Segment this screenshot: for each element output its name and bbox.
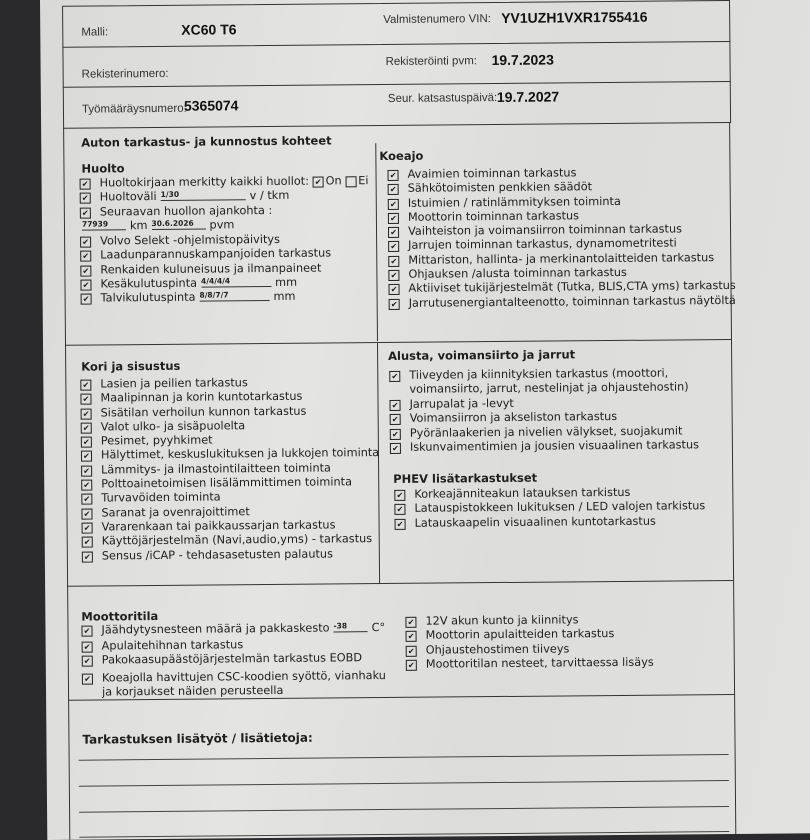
checklist-item [81, 447, 379, 464]
item-label: Sisätilan verhoilun kunnon tarkastus [100, 404, 307, 420]
checkbox[interactable]: ✔ [81, 294, 92, 305]
checkbox[interactable]: ✔ [80, 280, 91, 291]
checkbox[interactable]: ✔ [80, 394, 91, 405]
order-number-value: 5365074 [183, 97, 239, 114]
checkbox[interactable]: ✔ [388, 270, 399, 281]
item-label: Käyttöjärjestelmän (Navi,audio,yms) - tarkastus [101, 532, 373, 548]
item-label-line1: Koeajolla havittujen CSC-koodien syöttö, vianhaku [101, 669, 386, 685]
item-label: Pakokaasupäästöjärjestelmän tarkastus EOBD [101, 651, 363, 667]
header-row-2 [62, 41, 730, 88]
huolto-items [80, 232, 331, 277]
moottoritila-left [81, 621, 385, 638]
item-label: Lämmitys- ja ilmastointilaitteen toiminta [101, 461, 331, 477]
item-label: Huoltokirjaan merkitty kaikki huollot: [99, 174, 310, 190]
item-label: Mittariston, hallinta- ja merkinantolaitteiden tarkastus [408, 250, 715, 267]
item-label: Apulaitehihnan tarkastus [101, 638, 244, 653]
inspection-form [40, 0, 810, 840]
coolant-item [81, 621, 385, 638]
checkbox[interactable]: ✔ [80, 193, 91, 204]
on-label: On [325, 174, 342, 188]
checkbox[interactable]: ✔ [81, 408, 92, 419]
item-label: Maalipinnan ja korin kuntotarkastus [100, 390, 303, 405]
frame-left [63, 128, 70, 840]
checkbox[interactable]: ✔ [80, 265, 91, 276]
item-label-line2: voimansiirto, jarrut, nestelinjat ja ohjaustehostin) [409, 380, 689, 397]
checkbox[interactable]: ✔ [81, 480, 92, 491]
next-km-value: 77939 [82, 219, 126, 230]
header-row-1 [62, 0, 730, 48]
huolto-next-values [80, 217, 369, 234]
alusta-list [389, 395, 699, 455]
moottoritila-left-list [82, 637, 363, 668]
header-row-3 [63, 82, 731, 129]
checkbox[interactable]: ✔ [406, 660, 417, 671]
order-number-label: Työmääräysnumero: [81, 102, 187, 116]
checkbox[interactable]: ✔ [406, 645, 417, 656]
ei-checkbox[interactable] [345, 176, 356, 187]
item-label: Valot ulko- ja sisäpuolelta [100, 419, 246, 434]
checkbox[interactable]: ✔ [388, 284, 399, 295]
item-label: Moottoritilan nesteet, tarvittaessa lisäys [425, 655, 654, 671]
date-unit: pvm [209, 218, 235, 232]
moottoritila-right-list [405, 613, 653, 672]
reg-date-value: 19.7.2023 [491, 51, 554, 69]
checkbox[interactable]: ✔ [388, 213, 399, 224]
item-label: 12V akun kunto ja kiinnitys [425, 613, 579, 628]
item-label: Renkaiden kuluneisuus ja ilmanpaineet [100, 261, 322, 277]
winter-tread-value: 8/8/7/7 [199, 290, 269, 302]
divider [67, 580, 733, 587]
checkbox[interactable]: ✔ [405, 617, 416, 628]
item-label-line1: Tiiveyden ja kiinnityksien tarkastus (moottori, [409, 366, 669, 382]
item-label: Jarrutusenergiantalteenotto, toiminnan tarkastus näytöltä [408, 293, 736, 310]
kori-list [80, 375, 380, 563]
huolto-tread-list [80, 276, 297, 306]
alusta-item [389, 366, 689, 397]
item-label: Volvo Selekt -ohjelmistopäivitys [100, 232, 281, 248]
koeajo-title: Koeajo [379, 148, 424, 164]
moottoritila-title: Moottoritila [81, 608, 159, 624]
checkbox[interactable]: ✔ [81, 437, 92, 448]
reg-number-label: Rekisterinumero: [81, 67, 169, 81]
reg-date-label: Rekisteröinti pvm: [385, 55, 477, 68]
checklist-item [389, 294, 736, 311]
item-label: Huoltoväli [99, 190, 157, 204]
notes-line[interactable] [79, 831, 729, 838]
coolant-unit: C° [371, 621, 386, 635]
checkbox[interactable]: ✔ [389, 299, 400, 310]
on-checkbox[interactable]: ✔ [313, 177, 324, 188]
checkbox[interactable]: ✔ [81, 508, 92, 519]
checkbox[interactable]: ✔ [388, 256, 399, 267]
item-label: Polttoainetoimisen lisälämmittimen toiminta [101, 475, 353, 491]
item-label: Korkeajänniteakun latauksen tarkistus [414, 485, 631, 501]
checkbox[interactable]: ✔ [388, 184, 399, 195]
item-label: Pesimet, pyyhkimet [100, 433, 213, 448]
main-title: Auton tarkastus- ja kunnostus kohteet [81, 133, 332, 150]
checkbox[interactable]: ✔ [80, 380, 91, 391]
checkbox[interactable]: ✔ [81, 422, 92, 433]
mm-unit: mm [273, 290, 296, 304]
item-label: Vaihteiston ja voimansiirron toiminnan tarkastus [407, 222, 683, 238]
model-value: XC60 T6 [181, 21, 237, 38]
checkbox[interactable]: ✔ [82, 523, 93, 534]
item-label: Latauskaapelin visuaalinen kuntotarkastus [414, 514, 656, 530]
winter-tread-item [81, 290, 298, 306]
checklist-item [388, 251, 735, 268]
item-label: Laadunparannuskampanjoiden tarkastus [100, 246, 332, 262]
checkbox[interactable]: ✔ [390, 414, 401, 425]
item-label: Moottorin toiminnan tarkastus [407, 209, 580, 224]
checkbox[interactable]: ✔ [82, 656, 93, 667]
checklist-item [406, 656, 654, 672]
checkbox[interactable]: ✔ [80, 237, 91, 248]
item-label: Talvikulutuspinta [100, 290, 196, 305]
alusta-first [389, 366, 689, 397]
checkbox[interactable]: ✔ [81, 494, 92, 505]
item-label: Vararenkaan tai paikkaussarjan tarkastus [101, 518, 336, 534]
checkbox[interactable]: ✔ [388, 198, 399, 209]
checkbox[interactable]: ✔ [390, 443, 401, 454]
checklist-item [82, 547, 380, 564]
item-label-line2: ja korjaukset näiden perusteella [101, 684, 284, 699]
item-label: Iskunvaimentimien ja jousien visuaalinen tarkastus [409, 438, 700, 454]
column-divider [375, 143, 378, 341]
checkbox[interactable]: ✔ [80, 207, 91, 218]
checklist-item [82, 652, 362, 669]
checkbox[interactable]: ✔ [390, 428, 401, 439]
huolto-title: Huolto [81, 161, 125, 176]
checklist-item [394, 500, 705, 517]
csc-item [82, 669, 386, 700]
interval-value: 1/30 [161, 190, 246, 202]
notes-line[interactable] [79, 754, 729, 761]
checkbox[interactable]: ✔ [394, 490, 405, 501]
item-label: Sähkötoimisten penkkien säädöt [407, 180, 593, 196]
item-label: Voimansiirron ja akseliston tarkastus [409, 410, 618, 426]
checklist-item [81, 475, 379, 492]
mm-unit: mm [274, 275, 298, 289]
item-label: Saranat ja ovenrajoittimet [101, 504, 250, 520]
checkbox[interactable]: ✔ [81, 626, 92, 637]
checkbox[interactable]: ✔ [82, 551, 93, 562]
item-label: Kesäkulutuspinta [100, 276, 198, 291]
checkbox[interactable]: ✔ [80, 251, 91, 262]
item-label: Jäähdytysnesteen määrä ja pakkaskesto [101, 621, 330, 637]
checkbox[interactable]: ✔ [389, 371, 400, 382]
item-label: Sensus /iCAP - tehdasasetusten palautus [101, 547, 334, 563]
checkbox[interactable]: ✔ [394, 504, 405, 515]
checkbox[interactable]: ✔ [388, 227, 399, 238]
checkbox[interactable]: ✔ [395, 518, 406, 529]
vin-label: Valmistenumero VIN: [383, 13, 492, 27]
checklist-item [82, 532, 380, 549]
checkbox[interactable]: ✔ [82, 674, 93, 685]
item-label: Istuimien / ratinlämmityksen toiminta [407, 194, 621, 210]
checkbox[interactable]: ✔ [82, 642, 93, 653]
checkbox[interactable]: ✔ [387, 170, 398, 181]
kori-title: Kori ja sisustus [81, 358, 181, 374]
checkbox[interactable]: ✔ [390, 400, 401, 411]
km-unit: km [129, 218, 148, 233]
coolant-value: -38 [333, 621, 367, 632]
next-date-value: 30.6.2026 [151, 218, 205, 229]
checklist-item [395, 514, 706, 531]
item-label: Hälyttimet, keskuslukituksen ja lukkojen toiminta [100, 446, 380, 462]
huolto-list [80, 174, 369, 234]
item-label: Seuraavan huollon ajankohta : [99, 203, 273, 219]
item-label: Turvavöiden toiminta [101, 490, 221, 505]
item-label [102, 669, 386, 700]
checkbox[interactable]: ✔ [388, 241, 399, 252]
vin-value: YV1UZH1VXR1755416 [501, 8, 648, 26]
checkbox[interactable]: ✔ [81, 451, 92, 462]
checklist-item [390, 438, 699, 455]
checkbox[interactable]: ✔ [82, 537, 93, 548]
item-label: Pyöränlaakerien ja nivelien välykset, suojakumit [409, 424, 683, 440]
ei-label: Ei [358, 174, 369, 188]
item-label [409, 366, 689, 397]
model-label: Malli: [81, 26, 109, 39]
item-label: Ohjauksen /alusta toiminnan tarkastus [408, 265, 627, 281]
checkbox[interactable]: ✔ [406, 631, 417, 642]
checkbox[interactable]: ✔ [81, 465, 92, 476]
notes-line[interactable] [79, 806, 729, 813]
item-label: Ohjaustehostimen tiiveys [425, 641, 570, 657]
notes-line[interactable] [79, 780, 729, 787]
summer-tread-value: 4/4/4/4 [201, 276, 271, 288]
moottoritila-csc [82, 669, 386, 700]
next-inspection-label: Seur. katsastuspäivä: [387, 92, 498, 105]
checkbox[interactable]: ✔ [80, 179, 91, 190]
koeajo-list [387, 165, 736, 311]
phev-title: PHEV lisätarkastukset [393, 470, 538, 486]
item-label: Moottorin apulaitteiden tarkastus [425, 627, 615, 642]
divider [65, 339, 731, 346]
item-label: Lasien ja peilien tarkastus [100, 376, 248, 391]
item-label: Avaimien toiminnan tarkastus [407, 166, 577, 181]
item-label: Aktiiviset tukijärjestelmät (Tutka, BLIS,CTA yms) tarkastus [408, 279, 736, 296]
item-label: Jarrujen toiminnan tarkastus, dynamometritesti [408, 236, 677, 253]
interval-unit: v / tkm [249, 189, 290, 203]
alusta-title: Alusta, voimansiirto ja jarrut [388, 347, 576, 363]
huolto-log-item [80, 174, 369, 191]
notes-title: Tarkastuksen lisätyöt / lisätietoja: [82, 730, 313, 747]
item-label: Jarrupalat ja -levyt [409, 396, 514, 411]
phev-list [394, 485, 705, 531]
next-inspection-value: 19.7.2027 [496, 88, 560, 106]
item-label: Latauspistokkeen lukituksen / LED valojen tarkistus [414, 499, 706, 516]
